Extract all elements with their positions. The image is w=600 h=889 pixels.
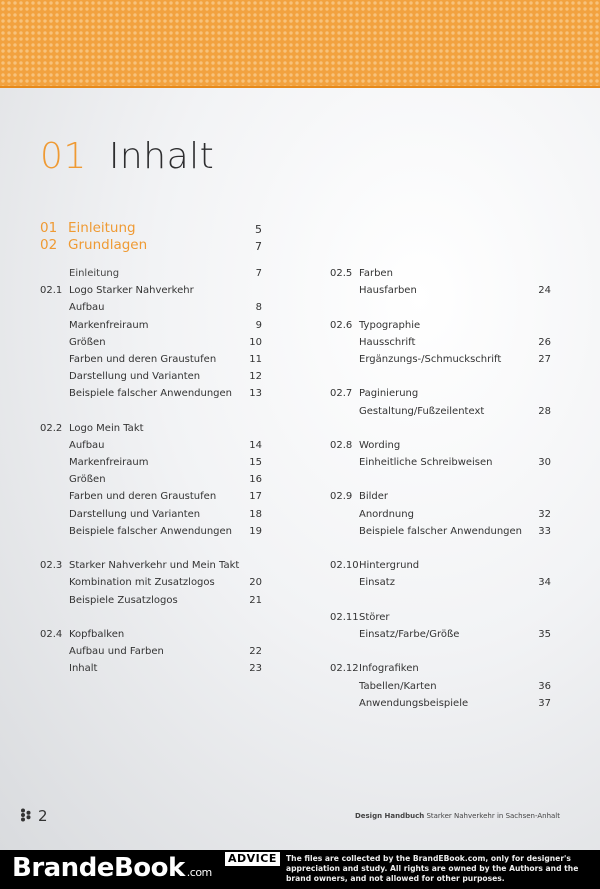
spacer (330, 543, 551, 560)
spacer (330, 423, 551, 440)
chapter-page: 7 (255, 240, 262, 253)
entry-title: Darstellung und Varianten (69, 508, 201, 520)
brandebook-logo[interactable] (12, 853, 212, 883)
entry-title: Logo Starker Nahverkehr (69, 285, 194, 297)
entry-page: 37 (538, 697, 551, 709)
toc-entry[interactable] (40, 337, 262, 354)
spacer (40, 406, 262, 423)
toc-entry[interactable] (40, 595, 262, 612)
toc-entry[interactable] (330, 354, 551, 371)
entry-title: Inhalt (69, 663, 98, 675)
logo-text: BrandeBook (12, 853, 185, 883)
toc-section-heading[interactable] (330, 612, 551, 629)
entry-title: Einsatz/Farbe/Größe (359, 628, 460, 640)
toc-entry[interactable] (40, 474, 262, 491)
entry-title: Markenfreiraum (69, 457, 149, 469)
entry-title: Logo Mein Takt (69, 422, 144, 434)
entry-title: Anwendungsbeispiele (359, 697, 469, 709)
toc-left-column (40, 268, 262, 681)
toc-entry[interactable] (40, 646, 262, 663)
dots-logo-icon (20, 808, 32, 826)
entry-page: 23 (249, 663, 262, 675)
section-number: 01 (40, 136, 87, 177)
handbook-title: Design Handbuch (354, 812, 425, 820)
toc-entry[interactable] (40, 354, 262, 371)
entry-page: 12 (249, 371, 262, 383)
entry-title: Kombination mit Zusatzlogos (69, 577, 215, 589)
entry-title: Gestaltung/Fußzeilentext (359, 405, 485, 417)
advice-badge: ADVICE (225, 852, 280, 866)
toc-section-heading[interactable] (330, 440, 551, 457)
entry-page: 28 (538, 405, 551, 417)
entry-title: Größen (69, 336, 106, 348)
section-number: 02.5 (330, 268, 353, 279)
entry-page: 21 (249, 594, 262, 606)
entry-title: Kopfbalken (69, 628, 125, 640)
entry-title: Ergänzungs-/Schmuckschrift (359, 353, 502, 365)
entry-title: Einleitung (69, 268, 120, 279)
toc-section-heading[interactable] (40, 285, 262, 302)
toc-section-heading[interactable] (330, 491, 551, 508)
entry-title: Beispiele falscher Anwendungen (69, 525, 233, 537)
entry-title: Wording (359, 439, 401, 451)
toc-entry[interactable] (40, 302, 262, 319)
spacer (330, 646, 551, 663)
toc-entry[interactable] (40, 371, 262, 388)
spacer (40, 612, 262, 629)
spacer (40, 543, 262, 560)
toc-section-heading[interactable] (40, 560, 262, 577)
toc-section-heading[interactable] (330, 268, 551, 285)
entry-title: Aufbau und Farben (69, 646, 164, 658)
toc-entry[interactable] (40, 491, 262, 508)
entry-title: Größen (69, 474, 106, 486)
entry-title: Starker Nahverkehr und Mein Takt (69, 560, 240, 572)
entry-title: Beispiele falscher Anwendungen (359, 525, 523, 537)
toc-section-heading[interactable] (330, 560, 551, 577)
section-number: 02.3 (40, 560, 63, 572)
entry-title: Aufbau (69, 439, 105, 451)
entry-page: 36 (538, 680, 551, 692)
entry-title: Farben (359, 268, 393, 279)
toc-entry[interactable] (330, 629, 551, 646)
entry-page: 11 (249, 353, 262, 365)
toc-entry[interactable] (330, 337, 551, 354)
section-number: 02.1 (40, 285, 63, 297)
entry-page: 26 (538, 336, 551, 348)
toc-section-heading[interactable] (40, 629, 262, 646)
section-number: 02.2 (40, 422, 63, 434)
orange-dot-header (0, 0, 600, 88)
section-number: 02.8 (330, 439, 353, 451)
toc-entry[interactable] (40, 457, 262, 474)
entry-page: 30 (538, 457, 551, 469)
entry-page: 19 (249, 525, 262, 537)
entry-page: 35 (538, 628, 551, 640)
toc-section-heading[interactable] (40, 423, 262, 440)
entry-page: 7 (255, 268, 262, 279)
toc-entry[interactable] (330, 526, 551, 543)
entry-title: Hausfarben (359, 285, 417, 297)
section-number: 02.7 (330, 388, 353, 400)
chapter-title: Grundlagen (68, 237, 148, 253)
toc-entry[interactable] (330, 406, 551, 423)
toc-section-heading[interactable] (330, 388, 551, 405)
toc-section-heading[interactable] (330, 320, 551, 337)
entry-page: 34 (538, 577, 551, 589)
entry-title: Beispiele falscher Anwendungen (69, 388, 233, 400)
entry-title: Aufbau (69, 302, 105, 314)
toc-entry[interactable] (330, 698, 551, 715)
toc-entry[interactable] (40, 509, 262, 526)
chapter-page: 5 (255, 223, 262, 236)
entry-title: Markenfreiraum (69, 319, 149, 331)
page-title (40, 136, 214, 177)
chapter-title: Einleitung (68, 220, 136, 236)
entry-page: 24 (538, 285, 551, 297)
handbook-subtitle: Starker Nahverkehr in Sachsen-Anhalt (426, 812, 560, 820)
spacer (330, 371, 551, 388)
section-title: Inhalt (108, 136, 215, 177)
spacer (330, 302, 551, 319)
entry-page: 14 (249, 439, 262, 451)
entry-title: Anordnung (359, 508, 414, 520)
entry-page: 32 (538, 508, 551, 520)
entry-page: 20 (249, 577, 262, 589)
chapter-number: 01 (40, 220, 58, 236)
section-number: 02.10 (330, 560, 359, 572)
toc-entry[interactable] (40, 320, 262, 337)
entry-page: 15 (249, 457, 262, 469)
entry-title: Störer (359, 611, 390, 623)
toc-entry[interactable] (40, 663, 262, 680)
spacer (330, 595, 551, 612)
entry-title: Bilder (359, 491, 389, 503)
toc-entry[interactable] (40, 388, 262, 405)
entry-title: Beispiele Zusatzlogos (69, 594, 178, 606)
section-number: 02.11 (330, 611, 359, 623)
entry-title: Typographie (359, 319, 421, 331)
toc-entry[interactable] (40, 526, 262, 543)
running-footer (355, 812, 560, 820)
watermark-banner (0, 850, 600, 889)
entry-title: Darstellung und Varianten (69, 371, 201, 383)
entry-page: 17 (249, 491, 262, 503)
entry-title: Paginierung (359, 388, 419, 400)
entry-title: Tabellen/Karten (359, 680, 437, 692)
section-number: 02.12 (330, 663, 359, 675)
section-number: 02.9 (330, 491, 353, 503)
entry-page: 8 (255, 302, 262, 314)
toc-entry[interactable] (330, 681, 551, 698)
chapter-number: 02 (40, 237, 58, 253)
toc-entry[interactable] (40, 440, 262, 457)
page-number-text: 2 (38, 807, 48, 825)
entry-page: 10 (249, 336, 262, 348)
spacer (330, 474, 551, 491)
toc-entry[interactable] (330, 577, 551, 594)
toc-entry[interactable] (40, 577, 262, 594)
toc-entry[interactable] (330, 509, 551, 526)
section-number: 02.6 (330, 319, 353, 331)
toc-right-column (330, 268, 551, 715)
section-number: 02.4 (40, 628, 63, 640)
page-number (20, 807, 48, 826)
toc-section-heading[interactable] (330, 663, 551, 680)
entry-page: 16 (249, 474, 262, 486)
logo-suffix: .com (186, 866, 212, 879)
entry-title: Einheitliche Schreibweisen (359, 457, 493, 469)
entry-title: Farben und deren Graustufen (69, 491, 217, 503)
entry-title: Hausschrift (359, 336, 416, 348)
entry-title: Einsatz (359, 577, 395, 589)
toc-entry[interactable] (40, 268, 262, 285)
entry-page: 18 (249, 508, 262, 520)
entry-page: 33 (538, 525, 551, 537)
entry-page: 22 (249, 646, 262, 658)
entry-title: Hintergrund (359, 560, 420, 572)
toc-entry[interactable] (330, 457, 551, 474)
entry-title: Infografiken (359, 663, 419, 675)
entry-page: 9 (255, 319, 262, 331)
entry-page: 27 (538, 353, 551, 365)
toc-entry[interactable] (330, 285, 551, 302)
copyright-note: The files are collected by the BrandEBook.com, only for designer's appreciation and study. All rights are owned by the Authors and the brand owners, and not allowed for other purposes. (286, 854, 579, 883)
entry-page: 13 (249, 388, 262, 400)
entry-title: Farben und deren Graustufen (69, 353, 217, 365)
